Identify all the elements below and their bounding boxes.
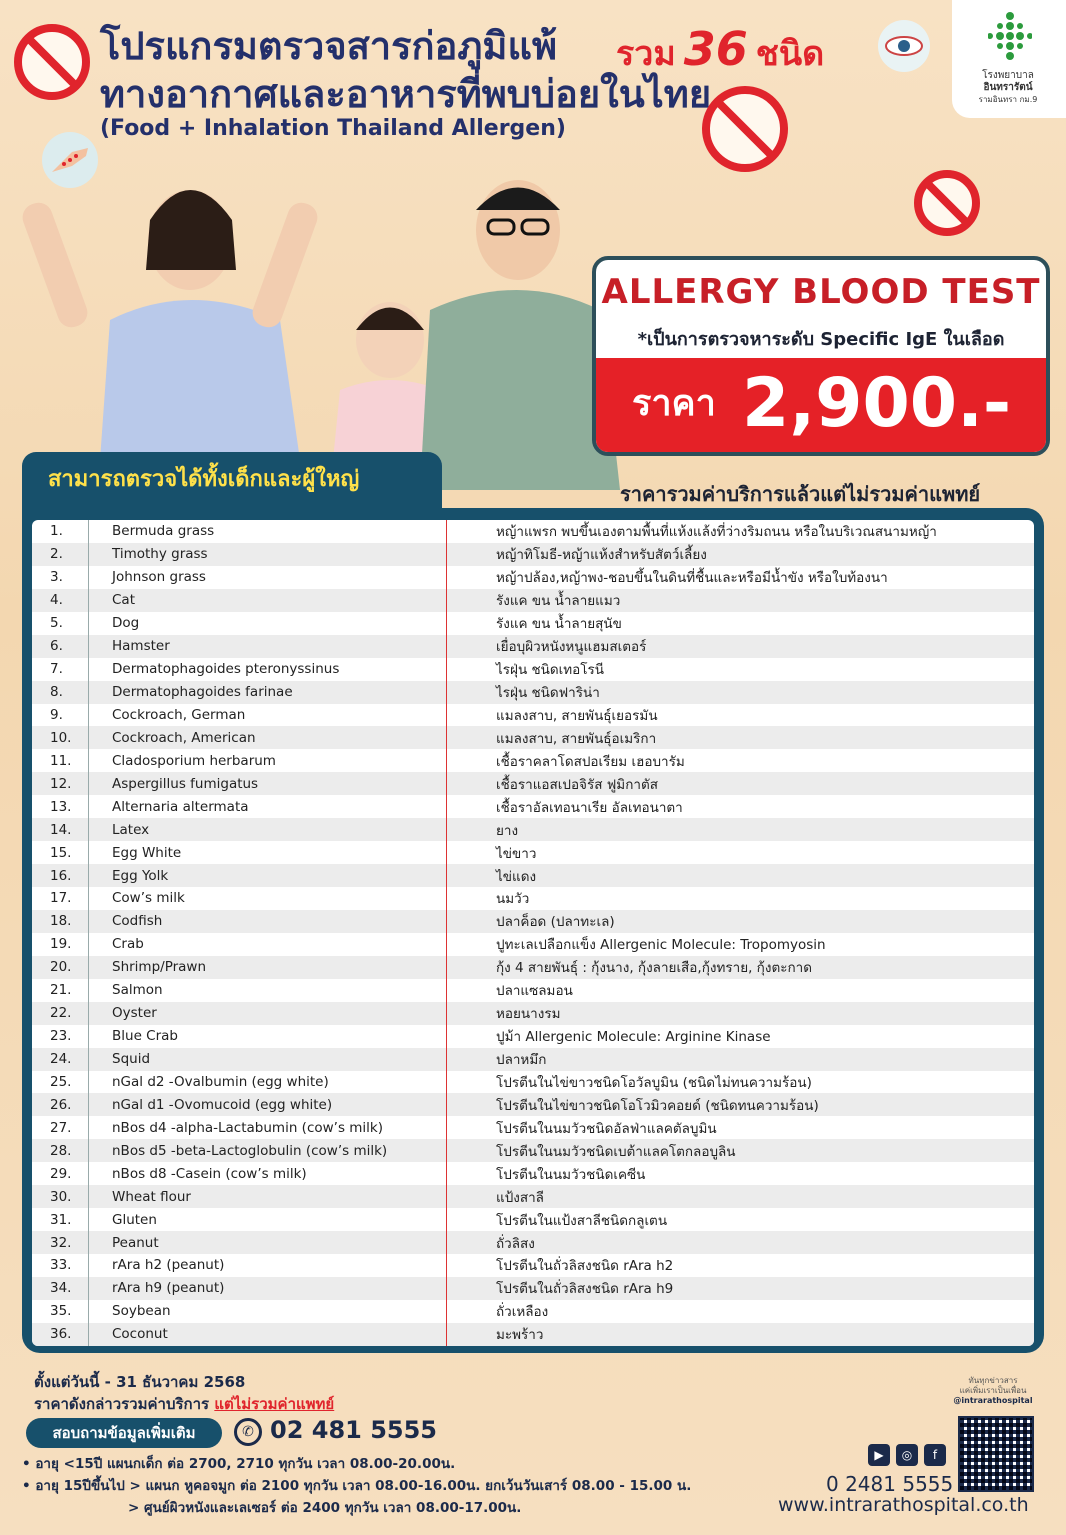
table-divider [88,520,89,1346]
row-thai-description: โปรตีนในไข่ขาวชนิดโอวัลบูมิน (ชนิดไม่ทนความร้อน) [496,1074,812,1091]
price-band [596,358,1046,456]
row-english-name: Coconut [112,1326,168,1343]
table-row [32,1162,1034,1185]
logo-line-1: โรงพยาบาล [982,70,1034,81]
title-tag-num: 36 [683,22,748,76]
row-thai-description: ไข่ขาว [496,845,537,862]
row-number: 33. [50,1257,72,1274]
table-row [32,681,1034,704]
row-number: 21. [50,982,72,999]
logo-line-2: อินทรารัตน์ [983,82,1033,93]
row-english-name: Peanut [112,1234,159,1251]
table-row [32,841,1034,864]
table-row [32,1185,1034,1208]
table-row [32,635,1034,658]
price-value: 2,900.- [742,364,1012,443]
table-row [32,979,1034,1002]
row-english-name: rAra h9 (peanut) [112,1280,225,1297]
row-english-name: nBos d5 -beta-Lactoglobulin (cow’s milk) [112,1142,388,1159]
row-thai-description: นมวัว [496,891,530,908]
contact-pill: สอบถามข้อมูลเพิ่มเติม [26,1418,222,1448]
subtitle-en: (Food + Inhalation Thailand Allergen) [100,116,566,141]
row-thai-description: หญ้าปล้อง,หญ้าพง-ชอบขึ้นในดินที่ชื้นและหรือมีน้ำขัง หรือใบท้องนา [496,570,888,587]
row-number: 4. [50,592,63,609]
table-row [32,566,1034,589]
row-number: 10. [50,729,72,746]
row-english-name: Cow’s milk [112,890,185,907]
price-card-note: *เป็นการตรวจหาระดับ Specific IgE ในเลือด [637,329,1005,350]
row-number: 31. [50,1211,72,1228]
row-english-name: Blue Crab [112,1028,178,1045]
row-number: 27. [50,1119,72,1136]
row-number: 12. [50,775,72,792]
row-english-name: Oyster [112,1005,157,1022]
title-tag-prefix: รวม [616,34,676,74]
title-tag-suffix: ชนิด [755,34,825,74]
table-row [32,1231,1034,1254]
row-english-name: nGal d1 -Ovomucoid (egg white) [112,1096,333,1113]
row-number: 23. [50,1028,72,1045]
contact-phone[interactable]: 02 481 5555 [270,1416,438,1444]
table-row [32,1025,1034,1048]
row-english-name: rAra h2 (peanut) [112,1257,225,1274]
row-thai-description: หญ้าแพรก พบขึ้นเองตามพื้นที่แห้งแล้งที่ว่างริมถนน หรือในบริเวณสนามหญ้า [496,524,937,541]
row-number: 25. [50,1073,72,1090]
row-english-name: Hamster [112,638,170,655]
row-number: 11. [50,752,72,769]
row-number: 17. [50,890,72,907]
hospital-logo [952,0,1066,118]
row-thai-description: เชื้อราคลาโดสปอเรียม เฮอบารัม [496,753,685,770]
row-number: 22. [50,1005,72,1022]
promo-date: ตั้งแต่วันนี้ - 31 ธันวาคม 2568 [34,1373,246,1391]
table-row [32,887,1034,910]
row-english-name: Wheat flour [112,1188,191,1205]
row-thai-description: เชื้อราแอสเปอจิรัส ฟูมิกาตัส [496,776,658,793]
row-number: 35. [50,1303,72,1320]
qr-caption [950,1376,1036,1406]
row-english-name: Egg Yolk [112,867,169,884]
row-english-name: Bermuda grass [112,523,215,540]
row-english-name: Dermatophagoides farinae [112,684,293,701]
row-thai-description: ถั่วลิสง [496,1235,535,1252]
table-row [32,704,1034,727]
row-english-name: Gluten [112,1211,157,1228]
row-english-name: Cladosporium herbarum [112,752,276,769]
qr-caption-1: ทันทุกข่าวสาร [968,1376,1018,1385]
row-english-name: Salmon [112,982,163,999]
table-row [32,520,1034,543]
row-thai-description: กุ้ง 4 สายพันธุ์ : กุ้งนาง, กุ้งลายเสือ,กุ้งทราย, กุ้งตะกาด [496,960,812,977]
logo-text [958,70,1058,106]
instagram-icon[interactable]: ◎ [896,1444,918,1466]
row-english-name: Squid [112,1051,151,1068]
row-number: 30. [50,1188,72,1205]
row-number: 2. [50,546,63,563]
title-count-tag [616,22,824,80]
no-pollen-icon [14,24,90,100]
row-english-name: Codfish [112,913,163,930]
table-row [32,1002,1034,1025]
row-english-name: Aspergillus fumigatus [112,775,259,792]
table-row [32,1208,1034,1231]
table-row [32,864,1034,887]
table-row [32,772,1034,795]
row-english-name: nBos d4 -alpha-Lactabumin (cow’s milk) [112,1119,384,1136]
table-row [32,612,1034,635]
section-pill: สามารถตรวจได้ทั้งเด็กและผู้ใหญ่ [22,452,442,508]
eye-allergy-icon [878,20,930,72]
facebook-icon[interactable]: f [924,1444,946,1466]
row-thai-description: โปรตีนในถั่วลิสงชนิด rAra h9 [496,1281,674,1298]
row-thai-description: รังแค ขน น้ำลายแมว [496,593,621,610]
table-row [32,1139,1034,1162]
row-english-name: Soybean [112,1303,171,1320]
table-row [32,1277,1034,1300]
row-thai-description: ปลาค็อด (ปลาทะเล) [496,914,615,931]
row-number: 26. [50,1096,72,1113]
row-thai-description: โปรตีนในนมวัวชนิดอัลฟ่าแลคตัลบูมิน [496,1120,717,1137]
row-number: 24. [50,1051,72,1068]
table-row [32,1116,1034,1139]
price-label: ราคา [632,383,716,424]
footer-phone[interactable]: 0 2481 5555 [826,1472,954,1496]
row-thai-description: ยาง [496,822,519,839]
row-thai-description: โปรตีนในแป้งสาลีชนิดกลูเตน [496,1212,668,1229]
no-dust-icon [702,86,788,172]
row-thai-description: หญ้าทิโมธี-หญ้าแห้งสำหรับสัตว์เลี้ยง [496,547,707,564]
row-number: 15. [50,844,72,861]
row-number: 6. [50,638,63,655]
allergen-table [32,520,1034,1346]
price-card [592,256,1050,456]
qr-caption-2: แค่เพิ่มเราเป็นเพื่อน [959,1386,1027,1395]
row-thai-description: โปรตีนในนมวัวชนิดเบต้าแลคโตกลอบูลิน [496,1143,736,1160]
row-thai-description: รังแค ขน น้ำลายสุนัข [496,616,622,633]
row-english-name: Timothy grass [112,546,208,563]
table-divider-red [446,520,447,1346]
price-card-heading: ALLERGY BLOOD TEST [601,272,1041,312]
man-figure [420,180,620,490]
row-number: 8. [50,684,63,701]
row-thai-description: ไรฝุ่น ชนิดฟาริน่า [496,685,600,702]
row-english-name: Cat [112,592,135,609]
website-link[interactable]: www.intrarathospital.co.th [778,1494,1029,1516]
row-number: 36. [50,1326,72,1343]
row-number: 34. [50,1280,72,1297]
table-row [32,956,1034,979]
row-thai-description: ปลาแซลมอน [496,983,573,1000]
row-english-name: Cockroach, American [112,729,256,746]
row-number: 14. [50,821,72,838]
table-row [32,1254,1034,1277]
table-row [32,1323,1034,1346]
row-thai-description: ปูทะเลเปลือกแข็ง Allergenic Molecule: Tropomyosin [496,937,826,954]
table-row [32,726,1034,749]
row-thai-description: เยื่อบุผิวหนังหนูแฮมสเตอร์ [496,639,647,656]
row-english-name: Shrimp/Prawn [112,959,207,976]
row-english-name: Johnson grass [112,569,206,586]
row-number: 3. [50,569,63,586]
table-row [32,1300,1034,1323]
row-english-name: Crab [112,936,144,953]
footer-price-note-red: แต่ไม่รวมค่าแพทย์ [214,1395,335,1413]
row-number: 9. [50,706,63,723]
row-number: 20. [50,959,72,976]
contact-line-3: > ศูนย์ผิวหนังและเลเซอร์ ต่อ 2400 ทุกวัน เวลา 08.00-17.00น. [128,1500,522,1516]
row-number: 16. [50,867,72,884]
row-thai-description: โปรตีนในถั่วลิสงชนิด rAra h2 [496,1258,674,1275]
table-row [32,795,1034,818]
row-number: 1. [50,523,63,540]
title-line-1: โปรแกรมตรวจสารก่อภูมิแพ้ [100,24,558,68]
row-thai-description: แมลงสาบ, สายพันธุ์เยอรมัน [496,707,658,724]
row-thai-description: แป้งสาลี [496,1189,544,1206]
row-thai-description: ถั่วเหลือง [496,1304,549,1321]
row-thai-description: โปรตีนในไข่ขาวชนิดโอโวมิวคอยด์ (ชนิดทนความร้อน) [496,1097,819,1114]
row-english-name: Dermatophagoides pteronyssinus [112,661,340,678]
no-nuts-icon [914,170,980,236]
qr-caption-3: @intrarathospital [953,1396,1033,1405]
row-english-name: nGal d2 -Ovalbumin (egg white) [112,1073,329,1090]
row-thai-description: ปลาหมึก [496,1052,547,1069]
row-thai-description: ไข่แดง [496,868,537,885]
price-note: ราคารวมค่าบริการแล้วแต่ไม่รวมค่าแพทย์ [620,482,981,506]
row-number: 18. [50,913,72,930]
row-number: 13. [50,798,72,815]
row-english-name: Egg White [112,844,182,861]
footer-price-note [34,1392,334,1416]
table-row [32,543,1034,566]
row-english-name: nBos d8 -Casein (cow’s milk) [112,1165,307,1182]
row-english-name: Cockroach, German [112,706,246,723]
qr-code-icon[interactable] [958,1416,1034,1492]
table-row [32,1071,1034,1094]
table-row [32,818,1034,841]
phone-icon: ✆ [234,1418,262,1446]
table-row [32,1093,1034,1116]
row-thai-description: มะพร้าว [496,1327,544,1344]
row-english-name: Dog [112,615,140,632]
footer-price-note-prefix: ราคาดังกล่าวรวมค่าบริการ [34,1395,210,1413]
youtube-icon[interactable]: ▶ [868,1444,890,1466]
table-row [32,749,1034,772]
row-thai-description: แมลงสาบ, สายพันธุ์อเมริกา [496,730,657,747]
row-thai-description: โปรตีนในนมวัวชนิดเคซีน [496,1166,646,1183]
table-row [32,910,1034,933]
row-english-name: Latex [112,821,150,838]
row-number: 29. [50,1165,72,1182]
row-number: 19. [50,936,72,953]
logo-cross-icon [988,12,1032,60]
row-thai-description: หอยนางรม [496,1006,561,1023]
row-number: 7. [50,661,63,678]
row-thai-description: เชื้อราอัลเทอนาเรีย อัลเทอนาตา [496,799,683,816]
title-line-2: ทางอากาศและอาหารที่พบบ่อยในไทย [100,72,712,116]
table-row [32,933,1034,956]
row-number: 5. [50,615,63,632]
table-row [32,1048,1034,1071]
woman-figure [19,190,322,460]
contact-line-2: • อายุ 15ปีขึ้นไป > แผนก หูคอจมูก ต่อ 2100 ทุกวัน เวลา 08.00-16.00น. ยกเว้นวันเสาร์ 08.00 - 15.00 น. [22,1478,692,1494]
table-row [32,658,1034,681]
row-number: 28. [50,1142,72,1159]
row-number: 32. [50,1234,72,1251]
table-row [32,589,1034,612]
row-thai-description: ปูม้า Allergenic Molecule: Arginine Kinase [496,1029,771,1046]
row-english-name: Alternaria altermata [112,798,249,815]
row-thai-description: ไรฝุ่น ชนิดเทอโรนี [496,662,604,679]
logo-line-3: รามอินทรา กม.9 [978,95,1038,104]
contact-line-1: • อายุ <15ปี แผนกเด็ก ต่อ 2700, 2710 ทุกวัน เวลา 08.00-20.00น. [22,1456,456,1472]
